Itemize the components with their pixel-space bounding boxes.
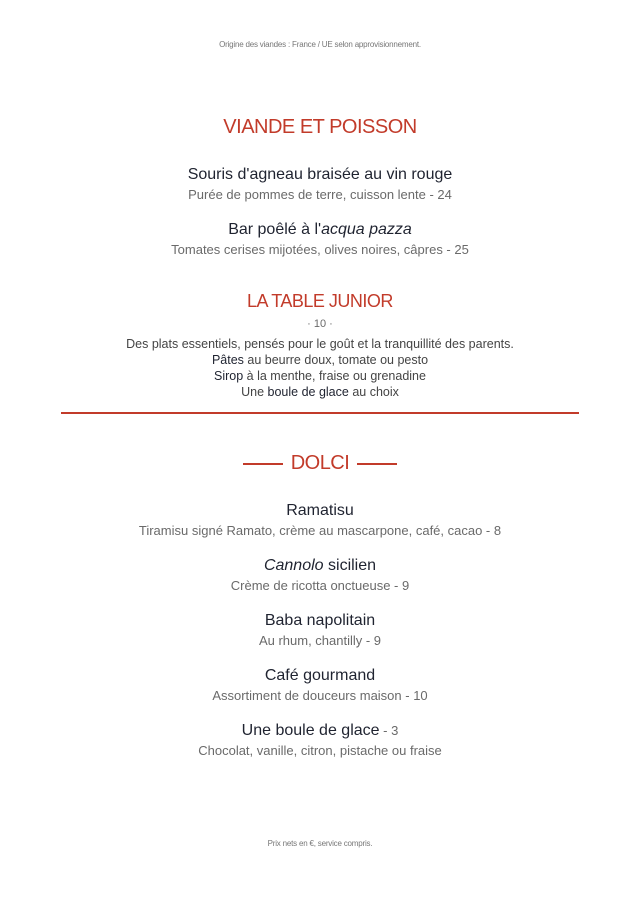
dish-price: - 3 [379, 723, 399, 738]
dish-name-rest: sicilien [323, 557, 377, 574]
dish-name [0, 722, 640, 740]
header-note: Origine des viandes : France / UE selon approvisionnement. [219, 40, 421, 49]
dish-name: Baba napolitain [264, 612, 376, 629]
dish-name: Ramatisu [286, 502, 354, 519]
junior-item-desc: à la menthe, fraise ou grenadine [243, 369, 426, 383]
dish-desc: Au rhum, chantilly - 9 [258, 633, 382, 648]
junior-item-desc: au beurre doux, tomate ou pesto [243, 353, 429, 367]
dish-desc: Crème de ricotta onctueuse - 9 [230, 578, 410, 593]
divider [61, 412, 579, 414]
junior-price: · 10 · [307, 318, 333, 330]
dish-desc: Tomates cerises mijotées, olives noires, câpres - 25 [171, 242, 469, 257]
dish-name-prefix: Bar poêlé à l' [228, 221, 322, 238]
dish-name: Café gourmand [264, 667, 376, 684]
junior-line [0, 384, 640, 400]
junior-item: Pâtes [211, 353, 244, 367]
junior-item-pre: Une [241, 385, 268, 399]
section-title-dolci [0, 452, 640, 475]
dish-name-italic: acqua pazza [321, 221, 412, 238]
dash-right [357, 463, 397, 465]
dish-name-text: Une boule de glace [241, 722, 380, 739]
junior-item: Sirop [214, 369, 244, 383]
dish-name-italic: Cannolo [263, 557, 324, 574]
junior-line [0, 352, 640, 368]
dash-left [243, 463, 283, 465]
junior-intro: Des plats essentiels, pensés pour le goût et la tranquillité des parents. [126, 337, 514, 351]
section-title-junior: LA TABLE JUNIOR [247, 291, 393, 311]
dish-desc: Assortiment de douceurs maison - 10 [212, 688, 428, 703]
dish-name [0, 221, 640, 239]
footer-note: Prix nets en €, service compris. [267, 839, 373, 848]
junior-line [0, 368, 640, 384]
junior-item: boule de glace [267, 385, 349, 399]
section-title-viande: VIANDE ET POISSON [223, 116, 417, 138]
junior-item-desc: au choix [348, 385, 399, 399]
dish-name [0, 557, 640, 575]
dish-name: Souris d'agneau braisée au vin rouge [187, 166, 453, 183]
dish-desc: Purée de pommes de terre, cuisson lente - 24 [188, 187, 452, 202]
dish-desc: Chocolat, vanille, citron, pistache ou fraise [198, 743, 442, 758]
dish-desc: Tiramisu signé Ramato, crème au mascarpone, café, cacao - 8 [138, 523, 502, 538]
dolci-title-text: DOLCI [290, 452, 350, 474]
